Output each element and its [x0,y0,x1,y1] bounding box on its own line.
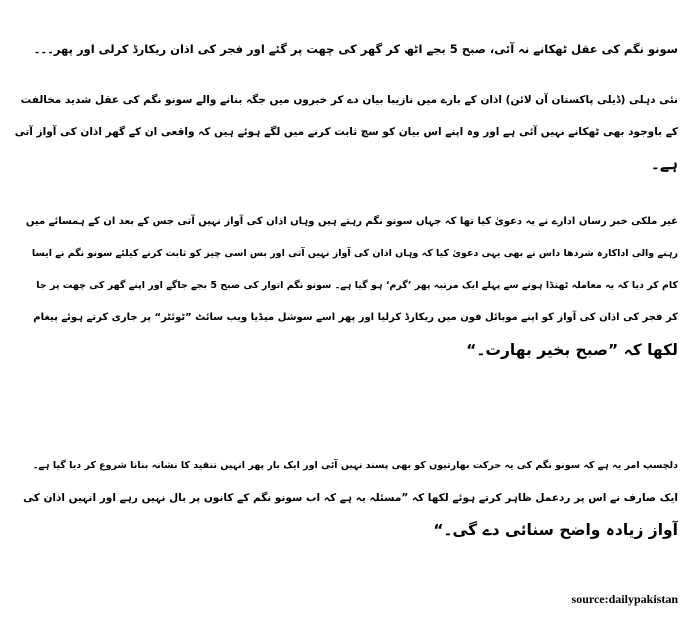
paragraph-3-line-2: ایک صارف نے اس پر ردعمل ظاہر کرتے ہوئے لکھا کہ ”مسئلہ یہ ہے کہ اب سونو نگم کے کانوں پر بال نہیں رہے اور انہیں اذان کی [23,492,678,504]
paragraph-1-line-3: ہے۔ [650,155,678,173]
paragraph-1-line-2: کے باوجود بھی ٹھکانے نہیں آئی ہے اور وہ اپنے اس بیان کو سچ ثابت کرنے میں لگے ہوئے ہیں کہ واقعی ان کے گھر اذان کی آواز آتی [14,126,678,138]
paragraph-1-line-1: نئی دہلی (ڈیلی پاکستان آن لائن) اذان کے بارے میں نازیبا بیان دے کر خبروں میں جگہ بنانے والے سونو نگم کی عقل شدید مخالفت [20,94,678,106]
paragraph-2-line-1: غیر ملکی خبر رساں ادارے نے یہ دعویٰ کیا تھا کہ جہاں سونو نگم رہتے ہیں وہاں اذان کی آواز نہیں آتی جس کے بعد ان کے ہمسائے میں [25,216,678,227]
paragraph-3-line-3: آواز زیادہ واضح سنائی دے گی۔“ [433,521,678,539]
paragraph-2-line-3: کام کر دیا کہ یہ معاملہ ٹھنڈا ہونے سے پہلے ایک مرتبہ پھر ’گرم‘ ہو گیا ہے۔ سونو نگم اتوار کی صبح 5 بجے جاگے اور اپنے گھر کی چھت پر جا [36,280,678,291]
article-source: source:dailypakistan [571,592,678,606]
paragraph-2-line-2: رہنے والی اداکارہ شردھا داس نے بھی یہی دعویٰ کیا کہ وہاں اذان کی آواز نہیں آتی اور بس اسی چیز کو ثابت کرنے کیلئے سونو نگم نے ایسا [31,248,678,259]
paragraph-2-line-5: لکھا کہ ”صبح بخیر بھارت۔“ [466,341,678,359]
paragraph-3-line-1: دلچسپ امر یہ ہے کہ سونو نگم کی یہ حرکت بھارتیوں کو بھی پسند نہیں آئی اور ایک بار پھر انہیں تنقید کا نشانہ بنانا شروع کر دیا گیا ہے۔ [32,460,678,471]
paragraph-2-line-4: کر فجر کی اذان کی آواز کو اپنے موبائل فون میں ریکارڈ کرلیا اور پھر اسے سوشل میڈیا ویب سائٹ ”ٹوئٹر“ پر جاری کرتے ہوئے پیغام [33,312,678,323]
article-headline: سونو نگم کی عقل ٹھکانے نہ آئی، صبح 5 بجے اٹھ کر گھر کی چھت پر گئے اور فجر کی اذان ریکارڈ کرلی اور پھر۔۔۔ [33,42,678,56]
